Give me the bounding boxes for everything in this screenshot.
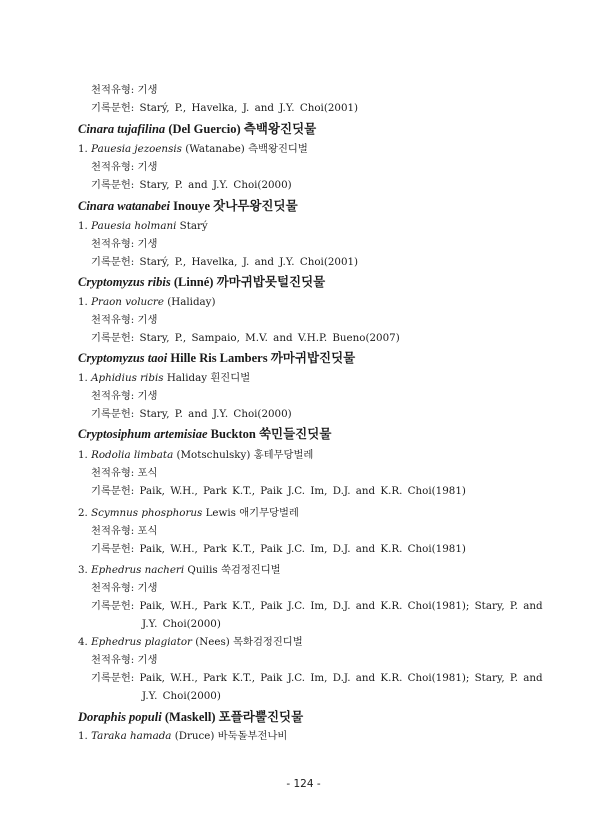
- host-korean-name: 잣나무왕진딧물: [213, 199, 298, 213]
- enemy-type-label: 천적유형:: [91, 84, 135, 96]
- enemy-type-line: [91, 653, 157, 667]
- reference-text: Starý, P., Havelka, J. and J.Y. Choi(2001): [139, 102, 359, 114]
- host-species-name: Cryptomyzus taoi: [78, 351, 168, 365]
- enemy-type-value: 기생: [137, 84, 158, 96]
- reference-line: [91, 542, 466, 556]
- reference-text: Stary, P. and J.Y. Choi(2000): [139, 408, 292, 420]
- host-author: Buckton: [210, 427, 256, 441]
- page-number: - 124 -: [286, 778, 321, 790]
- natural-enemy-entry: [78, 371, 250, 385]
- reference-continuation: J.Y. Choi(2000): [142, 690, 221, 702]
- enemy-type-line: [91, 237, 157, 251]
- natural-enemy-entry: [78, 295, 216, 309]
- enemy-type-line: [91, 313, 157, 327]
- host-author: Hille Ris Lambers: [170, 351, 268, 365]
- enemy-author: Starý: [179, 220, 208, 232]
- host-author: (Maskell): [164, 710, 216, 724]
- enemy-type-value: 포식: [137, 467, 158, 479]
- reference-line: [91, 484, 466, 498]
- natural-enemy-entry: [78, 506, 299, 520]
- enemy-type-value: 기생: [137, 314, 158, 326]
- enemy-latin-name: Praon volucre: [91, 296, 164, 308]
- host-aphid-heading: [78, 198, 298, 214]
- enemy-type-label: 천적유형:: [91, 161, 135, 173]
- reference-text: Starý, P., Havelka, J. and J.Y. Choi(2001): [139, 256, 359, 268]
- enemy-type-value: 기생: [137, 161, 158, 173]
- enemy-latin-name: Rodolia limbata: [91, 449, 174, 461]
- reference-text: Paik, W.H., Park K.T., Paik J.C. Im, D.J. and K.R. Choi(1981); Stary, P. and: [139, 600, 543, 612]
- reference-label: 기록문헌:: [91, 600, 135, 612]
- entry-number: 1.: [78, 296, 88, 308]
- enemy-korean-name: 바둑돌부전나비: [217, 730, 288, 742]
- host-species-name: Cryptosiphum artemisiae: [78, 427, 208, 441]
- reference-label: 기록문헌:: [91, 543, 135, 555]
- enemy-korean-name: 측백왕진디벌: [248, 143, 308, 155]
- reference-label: 기록문헌:: [91, 485, 135, 497]
- enemy-author: (Druce): [174, 730, 215, 742]
- natural-enemy-entry: [78, 142, 308, 156]
- enemy-author: Lewis: [205, 507, 236, 519]
- reference-label: 기록문헌:: [91, 332, 135, 344]
- reference-label: 기록문헌:: [91, 408, 135, 420]
- reference-label: 기록문헌:: [91, 672, 135, 684]
- enemy-type-label: 천적유형:: [91, 467, 135, 479]
- host-aphid-heading: [78, 121, 316, 137]
- enemy-author: (Watanabe): [185, 143, 245, 155]
- entry-number: 1.: [78, 730, 88, 742]
- entry-number: 1.: [78, 449, 88, 461]
- enemy-author: (Nees): [195, 636, 230, 648]
- reference-text: Paik, W.H., Park K.T., Paik J.C. Im, D.J. and K.R. Choi(1981): [139, 543, 466, 555]
- enemy-type-label: 천적유형:: [91, 314, 135, 326]
- enemy-author: (Motschulsky): [176, 449, 251, 461]
- enemy-latin-name: Pauesia holmani: [91, 220, 177, 232]
- reference-line: [91, 101, 358, 115]
- entry-number: 1.: [78, 372, 88, 384]
- enemy-type-line: [91, 160, 157, 174]
- enemy-type-line: [91, 83, 157, 97]
- enemy-type-line: [91, 466, 157, 480]
- host-author: Inouye: [173, 199, 210, 213]
- natural-enemy-entry: [78, 635, 303, 649]
- enemy-latin-name: Ephedrus plagiator: [91, 636, 192, 648]
- enemy-type-label: 천적유형:: [91, 654, 135, 666]
- enemy-type-value: 기생: [137, 390, 158, 402]
- reference-line: [91, 178, 292, 192]
- enemy-author: Haliday: [166, 372, 208, 384]
- enemy-type-label: 천적유형:: [91, 525, 135, 537]
- reference-label: 기록문헌:: [91, 102, 135, 114]
- enemy-korean-name: 목화검정진디벌: [233, 636, 303, 648]
- enemy-latin-name: Scymnus phosphorus: [91, 507, 203, 519]
- host-korean-name: 까마귀밥진딧물: [270, 351, 356, 365]
- host-korean-name: 포플라뿔진딧물: [218, 710, 304, 724]
- enemy-author: (Haliday): [167, 296, 216, 308]
- reference-text: Stary, P., Sampaio, M.V. and V.H.P. Bueno(2007): [139, 332, 400, 344]
- enemy-type-value: 포식: [137, 525, 158, 537]
- enemy-korean-name: 쑥검정진디벌: [220, 564, 281, 576]
- enemy-author: Quilis: [187, 564, 218, 576]
- host-species-name: Cinara watanabei: [78, 199, 171, 213]
- enemy-type-line: [91, 389, 157, 403]
- enemy-latin-name: Aphidius ribis: [91, 372, 164, 384]
- host-species-name: Cryptomyzus ribis: [78, 275, 171, 289]
- enemy-type-line: [91, 581, 157, 595]
- reference-line: [91, 255, 358, 269]
- enemy-latin-name: Taraka hamada: [91, 730, 172, 742]
- host-aphid-heading: [78, 426, 331, 442]
- entry-number: 3.: [78, 564, 88, 576]
- natural-enemy-entry: [78, 563, 281, 577]
- reference-text: Paik, W.H., Park K.T., Paik J.C. Im, D.J. and K.R. Choi(1981): [139, 485, 466, 497]
- entry-number: 1.: [78, 143, 88, 155]
- host-aphid-heading: [78, 709, 303, 725]
- enemy-latin-name: Ephedrus nacheri: [91, 564, 185, 576]
- enemy-type-value: 기생: [137, 654, 158, 666]
- reference-line: [91, 671, 543, 685]
- enemy-type-line: [91, 524, 157, 538]
- host-aphid-heading: [78, 274, 325, 290]
- host-aphid-heading: [78, 350, 355, 366]
- host-author: (Linné): [173, 275, 214, 289]
- enemy-type-label: 천적유형:: [91, 390, 135, 402]
- enemy-type-label: 천적유형:: [91, 238, 135, 250]
- entry-number: 2.: [78, 507, 88, 519]
- reference-text: Stary, P. and J.Y. Choi(2000): [139, 179, 292, 191]
- reference-label: 기록문헌:: [91, 256, 135, 268]
- enemy-type-value: 기생: [137, 582, 158, 594]
- entry-number: 1.: [78, 220, 88, 232]
- enemy-type-value: 기생: [137, 238, 158, 250]
- host-species-name: Doraphis populi: [78, 710, 162, 724]
- host-korean-name: 측백왕진딧물: [243, 122, 317, 136]
- host-korean-name: 까마귀밥못털진딧물: [216, 275, 326, 289]
- reference-label: 기록문헌:: [91, 179, 135, 191]
- enemy-korean-name: 흰진디벌: [210, 372, 251, 384]
- reference-line: [91, 407, 292, 421]
- enemy-type-label: 천적유형:: [91, 582, 135, 594]
- reference-text: Paik, W.H., Park K.T., Paik J.C. Im, D.J. and K.R. Choi(1981); Stary, P. and: [139, 672, 543, 684]
- enemy-latin-name: Pauesia jezoensis: [91, 143, 182, 155]
- entry-number: 4.: [78, 636, 88, 648]
- host-author: (Del Guercio): [168, 122, 241, 136]
- host-species-name: Cinara tujafilina: [78, 122, 166, 136]
- reference-line: [91, 599, 543, 613]
- natural-enemy-entry: [78, 219, 208, 233]
- reference-continuation: J.Y. Choi(2000): [142, 618, 221, 630]
- natural-enemy-entry: [78, 729, 287, 743]
- reference-line: [91, 331, 400, 345]
- enemy-korean-name: 애기무당벌레: [239, 507, 299, 519]
- enemy-korean-name: 홍테무당벌레: [253, 449, 314, 461]
- natural-enemy-entry: [78, 448, 313, 462]
- host-korean-name: 쑥민들진딧물: [258, 427, 332, 441]
